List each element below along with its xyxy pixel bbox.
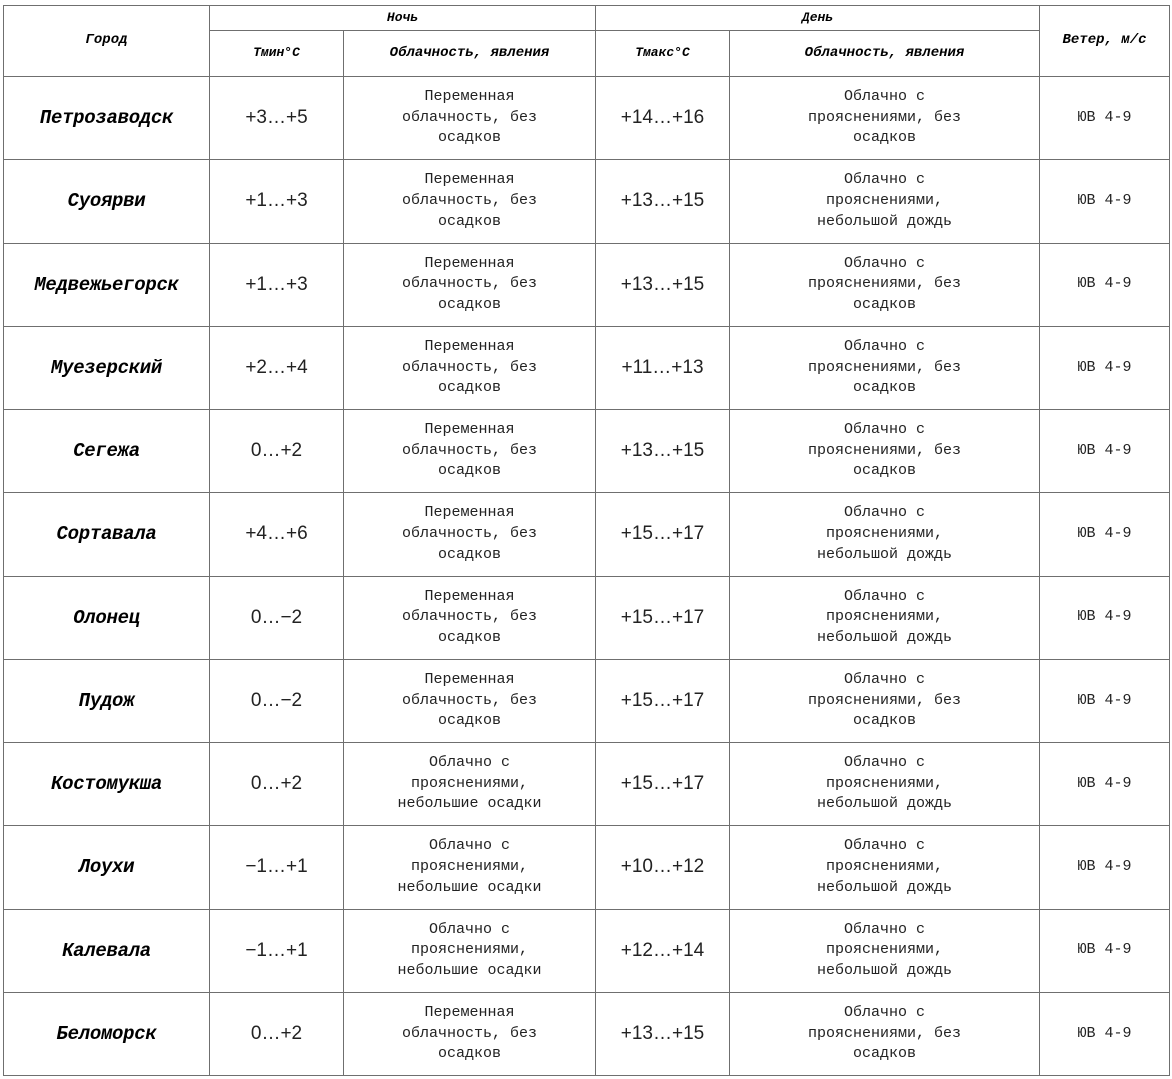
day-temp: +15…+17 xyxy=(596,743,730,826)
day-conditions xyxy=(730,659,1040,742)
night-conditions xyxy=(344,77,596,160)
night-conditions-line: облачность, без xyxy=(401,441,538,459)
forecast-table xyxy=(3,5,1170,1076)
day-temp: +15…+17 xyxy=(596,659,730,742)
night-conditions xyxy=(344,909,596,992)
day-conditions-line: прояснениями, без xyxy=(807,358,962,376)
night-conditions xyxy=(344,576,596,659)
wind-value: ЮВ 4-9 xyxy=(1040,576,1170,659)
night-conditions-line: облачность, без xyxy=(401,275,538,293)
night-temp: 0…+2 xyxy=(210,410,344,493)
wind-value: ЮВ 4-9 xyxy=(1040,743,1170,826)
day-conditions-line: Облачно с xyxy=(843,171,925,189)
day-conditions-line: осадков xyxy=(852,379,916,397)
wind-value: ЮВ 4-9 xyxy=(1040,160,1170,243)
night-conditions xyxy=(344,160,596,243)
day-conditions xyxy=(730,410,1040,493)
wind-value: ЮВ 4-9 xyxy=(1040,410,1170,493)
day-conditions-line: Облачно с xyxy=(843,254,925,272)
wind-value: ЮВ 4-9 xyxy=(1040,909,1170,992)
wind-value: ЮВ 4-9 xyxy=(1040,243,1170,326)
city-name: Петрозаводск xyxy=(4,77,210,160)
day-conditions-line: Облачно с xyxy=(843,421,925,439)
city-name: Калевала xyxy=(4,909,210,992)
city-name: Олонец xyxy=(4,576,210,659)
night-conditions xyxy=(344,410,596,493)
city-name: Сортавала xyxy=(4,493,210,576)
night-conditions-line: небольшие осадки xyxy=(397,795,542,813)
day-conditions-line: небольшой дождь xyxy=(816,628,953,646)
night-conditions-line: облачность, без xyxy=(401,525,538,543)
city-name: Сегежа xyxy=(4,410,210,493)
day-temp: +11…+13 xyxy=(596,326,730,409)
day-conditions-line: осадков xyxy=(852,1045,916,1063)
night-temp: +3…+5 xyxy=(210,77,344,160)
header-row-groups xyxy=(4,6,1170,31)
wind-value: ЮВ 4-9 xyxy=(1040,659,1170,742)
day-conditions-line: Облачно с xyxy=(843,754,925,772)
night-temp: 0…+2 xyxy=(210,743,344,826)
night-conditions-line: осадков xyxy=(437,545,501,563)
day-conditions-line: прояснениями, xyxy=(825,941,944,959)
header-night-cloud: Облачность, явления xyxy=(344,31,596,77)
night-conditions-line: Переменная xyxy=(424,337,515,355)
night-conditions-line: облачность, без xyxy=(401,1024,538,1042)
day-conditions-line: Облачно с xyxy=(843,920,925,938)
city-name: Лоухи xyxy=(4,826,210,909)
day-conditions-line: Облачно с xyxy=(843,670,925,688)
day-conditions-line: осадков xyxy=(852,462,916,480)
header-wind: Ветер, м/с xyxy=(1040,6,1170,77)
table-row xyxy=(4,493,1170,576)
day-conditions-line: прояснениями, xyxy=(825,192,944,210)
day-temp: +13…+15 xyxy=(596,243,730,326)
night-conditions-line: облачность, без xyxy=(401,608,538,626)
night-conditions xyxy=(344,326,596,409)
day-temp: +13…+15 xyxy=(596,160,730,243)
table-row xyxy=(4,659,1170,742)
night-temp: +1…+3 xyxy=(210,243,344,326)
day-conditions-line: прояснениями, без xyxy=(807,275,962,293)
day-temp: +13…+15 xyxy=(596,410,730,493)
night-conditions-line: Переменная xyxy=(424,1003,515,1021)
day-conditions-line: прояснениями, без xyxy=(807,1024,962,1042)
header-tmin: Тмин°С xyxy=(210,31,344,77)
day-conditions-line: прояснениями, xyxy=(825,608,944,626)
table-row xyxy=(4,410,1170,493)
day-conditions-line: прояснениями, xyxy=(825,774,944,792)
city-name: Беломорск xyxy=(4,992,210,1075)
day-conditions-line: небольшой дождь xyxy=(816,212,953,230)
night-conditions-line: небольшие осадки xyxy=(397,961,542,979)
day-temp: +10…+12 xyxy=(596,826,730,909)
night-temp: +4…+6 xyxy=(210,493,344,576)
day-conditions-line: прояснениями, xyxy=(825,858,944,876)
night-conditions-line: Переменная xyxy=(424,421,515,439)
header-day-cloud: Облачность, явления xyxy=(730,31,1040,77)
night-conditions-line: осадков xyxy=(437,129,501,147)
night-conditions xyxy=(344,493,596,576)
header-city: Город xyxy=(4,6,210,77)
day-conditions-line: прояснениями, без xyxy=(807,691,962,709)
day-conditions xyxy=(730,493,1040,576)
city-name: Пудож xyxy=(4,659,210,742)
night-temp: +2…+4 xyxy=(210,326,344,409)
day-conditions-line: осадков xyxy=(852,129,916,147)
day-conditions xyxy=(730,77,1040,160)
city-name: Муезерский xyxy=(4,326,210,409)
night-temp: 0…−2 xyxy=(210,576,344,659)
night-temp: −1…+1 xyxy=(210,909,344,992)
table-row xyxy=(4,576,1170,659)
night-conditions xyxy=(344,243,596,326)
wind-value: ЮВ 4-9 xyxy=(1040,992,1170,1075)
day-temp: +15…+17 xyxy=(596,576,730,659)
day-conditions xyxy=(730,243,1040,326)
header-tmax: Тмакс°С xyxy=(596,31,730,77)
day-conditions-line: Облачно с xyxy=(843,337,925,355)
day-conditions xyxy=(730,826,1040,909)
wind-value: ЮВ 4-9 xyxy=(1040,826,1170,909)
night-conditions-line: Переменная xyxy=(424,670,515,688)
day-temp: +15…+17 xyxy=(596,493,730,576)
night-temp: +1…+3 xyxy=(210,160,344,243)
night-conditions-line: Переменная xyxy=(424,88,515,106)
table-row xyxy=(4,160,1170,243)
night-conditions-line: Облачно с xyxy=(428,754,510,772)
table-row xyxy=(4,743,1170,826)
night-conditions-line: осадков xyxy=(437,295,501,313)
day-conditions-line: Облачно с xyxy=(843,587,925,605)
table-row xyxy=(4,243,1170,326)
night-conditions-line: Облачно с xyxy=(428,837,510,855)
day-conditions-line: Облачно с xyxy=(843,837,925,855)
day-conditions-line: Облачно с xyxy=(843,88,925,106)
day-conditions xyxy=(730,326,1040,409)
day-conditions-line: осадков xyxy=(852,712,916,730)
day-conditions-line: небольшой дождь xyxy=(816,961,953,979)
night-conditions-line: облачность, без xyxy=(401,108,538,126)
night-conditions-line: осадков xyxy=(437,462,501,480)
day-temp: +14…+16 xyxy=(596,77,730,160)
day-conditions-line: прояснениями, без xyxy=(807,441,962,459)
table-row xyxy=(4,909,1170,992)
night-conditions-line: Переменная xyxy=(424,171,515,189)
city-name: Суоярви xyxy=(4,160,210,243)
day-conditions xyxy=(730,576,1040,659)
night-conditions-line: Переменная xyxy=(424,254,515,272)
table-row xyxy=(4,326,1170,409)
night-conditions xyxy=(344,743,596,826)
night-conditions-line: Облачно с xyxy=(428,920,510,938)
night-conditions-line: прояснениями, xyxy=(410,858,529,876)
day-conditions xyxy=(730,909,1040,992)
table-row xyxy=(4,77,1170,160)
day-conditions xyxy=(730,160,1040,243)
night-conditions-line: облачность, без xyxy=(401,358,538,376)
night-conditions-line: осадков xyxy=(437,1045,501,1063)
night-temp: 0…−2 xyxy=(210,659,344,742)
table-row xyxy=(4,992,1170,1075)
day-conditions xyxy=(730,743,1040,826)
night-conditions-line: осадков xyxy=(437,712,501,730)
city-name: Медвежьегорск xyxy=(4,243,210,326)
night-conditions-line: прояснениями, xyxy=(410,941,529,959)
night-conditions-line: осадков xyxy=(437,212,501,230)
night-conditions-line: облачность, без xyxy=(401,691,538,709)
night-conditions-line: облачность, без xyxy=(401,192,538,210)
table-row xyxy=(4,826,1170,909)
day-conditions-line: небольшой дождь xyxy=(816,878,953,896)
day-conditions-line: Облачно с xyxy=(843,1003,925,1021)
night-conditions-line: осадков xyxy=(437,628,501,646)
night-conditions-line: прояснениями, xyxy=(410,774,529,792)
night-conditions xyxy=(344,826,596,909)
day-conditions-line: небольшой дождь xyxy=(816,795,953,813)
day-temp: +13…+15 xyxy=(596,992,730,1075)
day-conditions-line: Облачно с xyxy=(843,504,925,522)
day-conditions xyxy=(730,992,1040,1075)
header-night: Ночь xyxy=(210,6,596,31)
day-conditions-line: прояснениями, xyxy=(825,525,944,543)
night-temp: 0…+2 xyxy=(210,992,344,1075)
wind-value: ЮВ 4-9 xyxy=(1040,77,1170,160)
night-conditions-line: Переменная xyxy=(424,504,515,522)
day-conditions-line: прояснениями, без xyxy=(807,108,962,126)
night-conditions xyxy=(344,659,596,742)
night-conditions-line: осадков xyxy=(437,379,501,397)
city-name: Костомукша xyxy=(4,743,210,826)
night-conditions-line: небольшие осадки xyxy=(397,878,542,896)
day-conditions-line: осадков xyxy=(852,295,916,313)
wind-value: ЮВ 4-9 xyxy=(1040,326,1170,409)
night-conditions xyxy=(344,992,596,1075)
header-day: День xyxy=(596,6,1040,31)
day-temp: +12…+14 xyxy=(596,909,730,992)
night-temp: −1…+1 xyxy=(210,826,344,909)
day-conditions-line: небольшой дождь xyxy=(816,545,953,563)
wind-value: ЮВ 4-9 xyxy=(1040,493,1170,576)
night-conditions-line: Переменная xyxy=(424,587,515,605)
